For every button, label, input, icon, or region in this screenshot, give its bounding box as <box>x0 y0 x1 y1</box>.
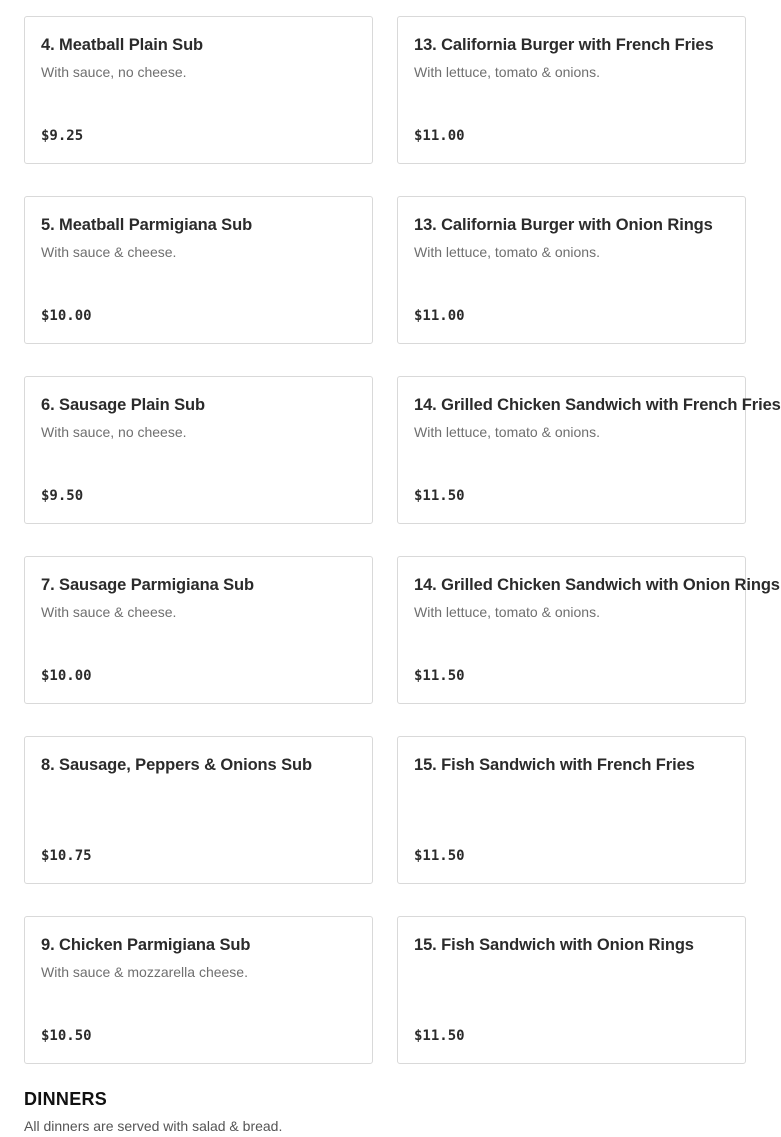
menu-item-description: With lettuce, tomato & onions. <box>414 604 600 620</box>
menu-item-card[interactable] <box>24 16 373 164</box>
menu-item-description: With sauce, no cheese. <box>41 424 187 440</box>
menu-item-title: 6. Sausage Plain Sub <box>41 396 205 414</box>
menu-item-card[interactable] <box>24 376 373 524</box>
menu-item-price: $10.50 <box>41 1028 92 1044</box>
menu-item-title: 15. Fish Sandwich with Onion Rings <box>414 936 694 954</box>
menu-items-grid <box>24 16 781 1064</box>
menu-item-description: With lettuce, tomato & onions. <box>414 64 600 80</box>
menu-item-title: 14. Grilled Chicken Sandwich with Onion Rings <box>414 576 780 594</box>
menu-item-price: $11.50 <box>414 1028 465 1044</box>
menu-item-description: With lettuce, tomato & onions. <box>414 424 600 440</box>
menu-item-price: $11.50 <box>414 848 465 864</box>
menu-item-title: 8. Sausage, Peppers & Onions Sub <box>41 756 312 774</box>
menu-item-title: 13. California Burger with Onion Rings <box>414 216 713 234</box>
menu-item-card[interactable] <box>397 916 746 1064</box>
menu-item-price: $11.00 <box>414 128 465 144</box>
menu-item-description: With sauce & cheese. <box>41 244 177 260</box>
menu-item-title: 15. Fish Sandwich with French Fries <box>414 756 695 774</box>
menu-item-title: 13. California Burger with French Fries <box>414 36 714 54</box>
menu-item-price: $9.50 <box>41 488 84 504</box>
menu-item-card[interactable] <box>24 196 373 344</box>
menu-item-card[interactable] <box>397 556 780 704</box>
menu-item-card[interactable] <box>397 16 746 164</box>
menu-item-description: With sauce & mozzarella cheese. <box>41 964 248 980</box>
menu-item-card[interactable] <box>397 736 746 884</box>
menu-item-price: $10.00 <box>41 668 92 684</box>
section-title: DINNERS <box>24 1089 108 1109</box>
menu-item-description: With sauce, no cheese. <box>41 64 187 80</box>
menu-item-card[interactable] <box>397 196 746 344</box>
menu-item-description: With sauce & cheese. <box>41 604 177 620</box>
menu-item-title: 4. Meatball Plain Sub <box>41 36 204 54</box>
menu-item-title: 7. Sausage Parmigiana Sub <box>41 576 254 594</box>
menu-item-price: $11.50 <box>414 488 465 504</box>
menu-item-title: 5. Meatball Parmigiana Sub <box>41 216 253 234</box>
section-description: All dinners are served with salad & bread. <box>24 1118 283 1134</box>
menu-item-description: With lettuce, tomato & onions. <box>414 244 600 260</box>
menu-item-card[interactable] <box>24 736 373 884</box>
menu-item-card[interactable] <box>24 556 373 704</box>
menu-item-price: $10.00 <box>41 308 92 324</box>
menu-item-price: $11.50 <box>414 668 465 684</box>
menu-item-card[interactable] <box>24 916 373 1064</box>
menu-item-card[interactable] <box>397 376 781 524</box>
menu-item-title: 14. Grilled Chicken Sandwich with French Fries <box>414 396 781 414</box>
menu-item-price: $9.25 <box>41 128 84 144</box>
menu-item-title: 9. Chicken Parmigiana Sub <box>41 936 251 954</box>
menu-item-price: $10.75 <box>41 848 92 864</box>
menu-item-price: $11.00 <box>414 308 465 324</box>
